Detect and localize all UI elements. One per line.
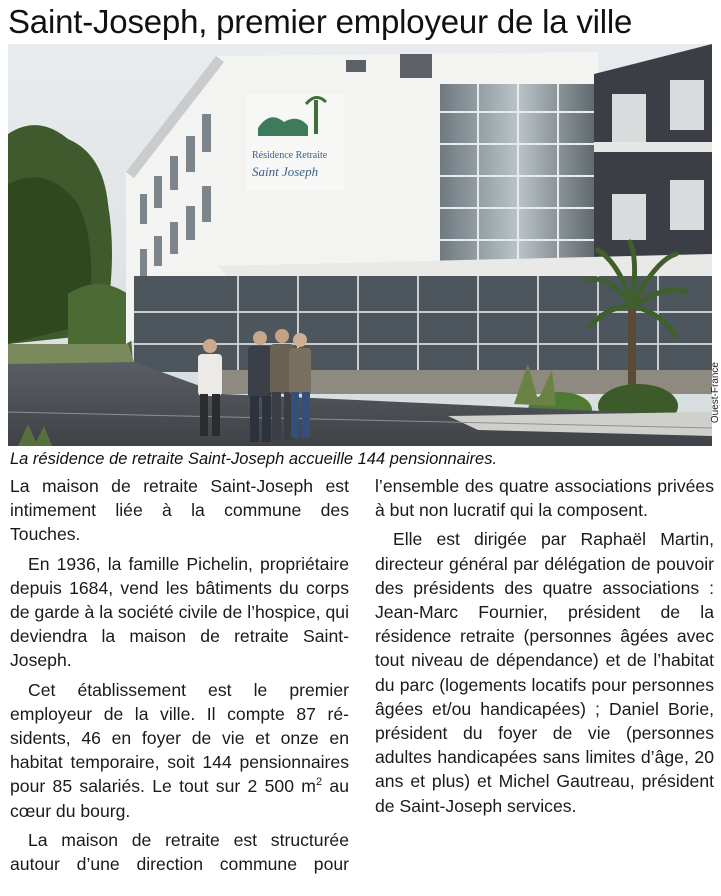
article-body: [10, 474, 714, 892]
paragraph-3: [10, 678, 349, 823]
article-photo: [8, 44, 721, 446]
paragraph-3-tail: au cœur du bourg.: [10, 776, 349, 821]
paragraph-2: En 1936, la famille Pichelin, propriétaire depuis 1684, vend les bâtiments du corps de garde à la société civile de l’hospice, qui deviendra la maison de retraite Saint-Joseph.: [10, 553, 349, 671]
sign-line1: Résidence Retraite: [252, 150, 328, 161]
headline: Saint-Joseph, premier employeur de la ville: [8, 3, 633, 40]
paragraph-4: La maison de retraite est structurée autour d’une direction commune pour l’ensemble des quatre associations privées à but non lucratif qui la composent.: [10, 476, 714, 875]
paragraph-1: La maison de retraite Saint-Joseph est intimement liée à la commune des Touches.: [10, 476, 349, 545]
photo-credit: Ouest-France: [710, 362, 721, 424]
paragraph-5: Elle est dirigée par Raphaël Martin, directeur général par délégation de pouvoir des présidents des quatre associations : Jean-Marc Fournier, président de la résidence retraite (personnes âgées avec tout niveau de dépendance) et de l’habitat du parc (logements locatifs pour personnes âgées et/ou handicapées) ; Daniel Borie, président du foyer de vie (personnes adultes handicapées sans limites d’âge, 20 ans et plus) et Michel Gautreau, président de Saint-Joseph services.: [375, 529, 714, 816]
paragraph-3-text: Cet établissement est le premier employeur de la ville. Il compte 87 résidents, 46 en foyer de vie et onze en habitat temporaire, soit 144 pensionnaires pour 85 salariés. Le tout sur 2 500 m: [10, 679, 349, 797]
sign-line2: Saint Joseph: [252, 164, 319, 179]
photo-caption: La résidence de retraite Saint-Joseph accueille 144 pensionnaires.: [10, 450, 498, 468]
area-superscript: 2: [315, 776, 323, 789]
